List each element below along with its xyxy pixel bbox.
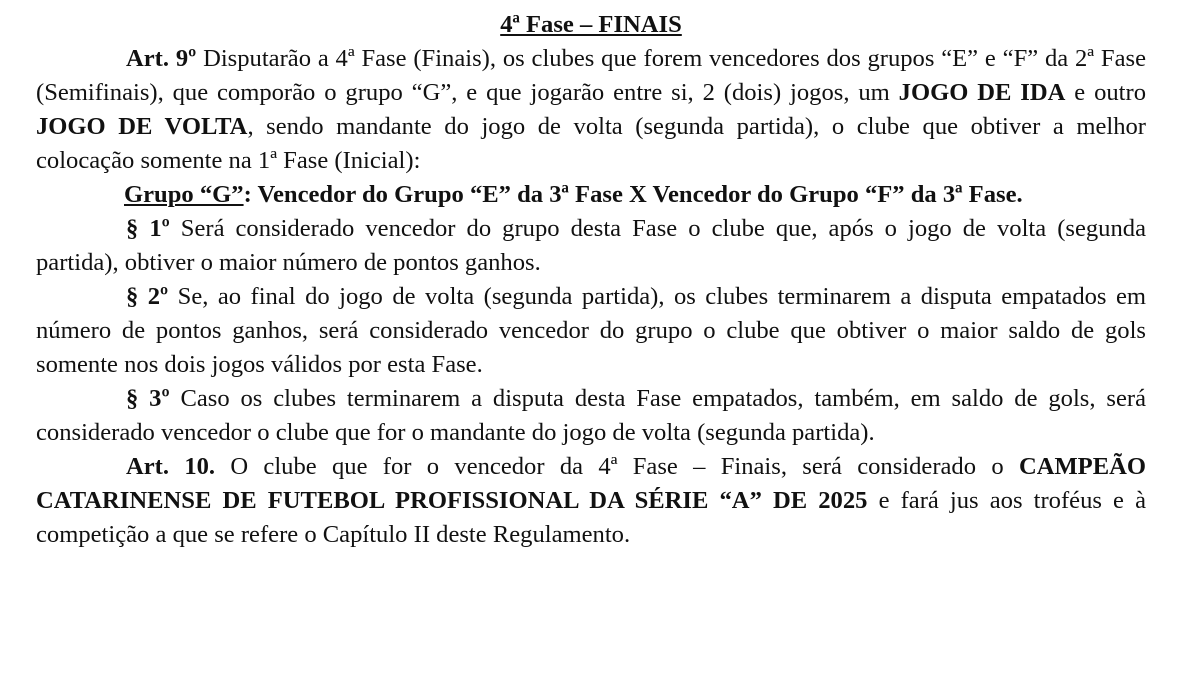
paragraph-1-text: Será considerado vencedor do grupo desta Fase o clube que, após o jogo de volta (segunda partida), obtiver o maior número de pontos ganhos. (36, 215, 1146, 276)
paragraph-3 (36, 382, 1146, 450)
article-9-text-1: Disputarão a 4ª Fase (Finais), os clubes que forem vencedores dos grupos “E” e “F” da 2ª Fase (Semifinais), que comporão o grupo “G”, e que jogarão entre si, 2 (dois) jogos, um (36, 45, 1146, 106)
article-10-label: Art. 10. (126, 453, 216, 480)
article-10-text-1: O clube que for o vencedor da 4ª Fase – Finais, será considerado o (215, 453, 1019, 480)
paragraph-3-label: § 3º (126, 385, 170, 412)
article-9 (36, 42, 1146, 178)
article-9-bold-2: JOGO DE VOLTA (36, 113, 248, 140)
section-heading (36, 8, 1146, 42)
paragraph-3-text: Caso os clubes terminarem a disputa desta Fase empatados, também, em saldo de gols, será considerado vencedor o clube que for o mandante do jogo de volta (segunda partida). (36, 385, 1146, 446)
article-10-text-2: e fará jus aos troféus e à competição a que se refere o Capítulo II deste Regulamento. (36, 487, 1146, 548)
article-9-text-3: , sendo mandante do jogo de volta (segunda partida), o clube que obtiver a melhor colocação somente na 1ª Fase (Inicial): (36, 113, 1146, 174)
article-10 (36, 450, 1146, 552)
grupo-g-line (36, 178, 1146, 212)
grupo-g-text: : Vencedor do Grupo “E” da 3ª Fase X Vencedor do Grupo “F” da 3ª Fase. (243, 181, 1023, 208)
paragraph-2 (36, 280, 1146, 382)
article-9-text-2: e outro (1065, 79, 1146, 106)
paragraph-1 (36, 212, 1146, 280)
paragraph-1-label: § 1º (126, 215, 170, 242)
paragraph-2-text: Se, ao final do jogo de volta (segunda partida), os clubes terminarem a disputa empatados em número de pontos ganhos, será considerado vencedor do grupo o clube que obtiver o maior saldo de gols somente nos dois jogos válidos por esta Fase. (36, 283, 1146, 378)
article-9-label: Art. 9º (126, 45, 197, 72)
section-heading-text: 4ª Fase – FINAIS (500, 11, 682, 38)
regulation-page (36, 8, 1146, 552)
grupo-g-label: Grupo “G” (124, 181, 244, 208)
article-10-bold-1: CAMPEÃO CATARINENSE DE FUTEBOL PROFISSIONAL DA SÉRIE “A” DE 2025 (36, 453, 1146, 514)
article-9-bold-1: JOGO DE IDA (898, 79, 1066, 106)
paragraph-2-label: § 2º (126, 283, 169, 310)
